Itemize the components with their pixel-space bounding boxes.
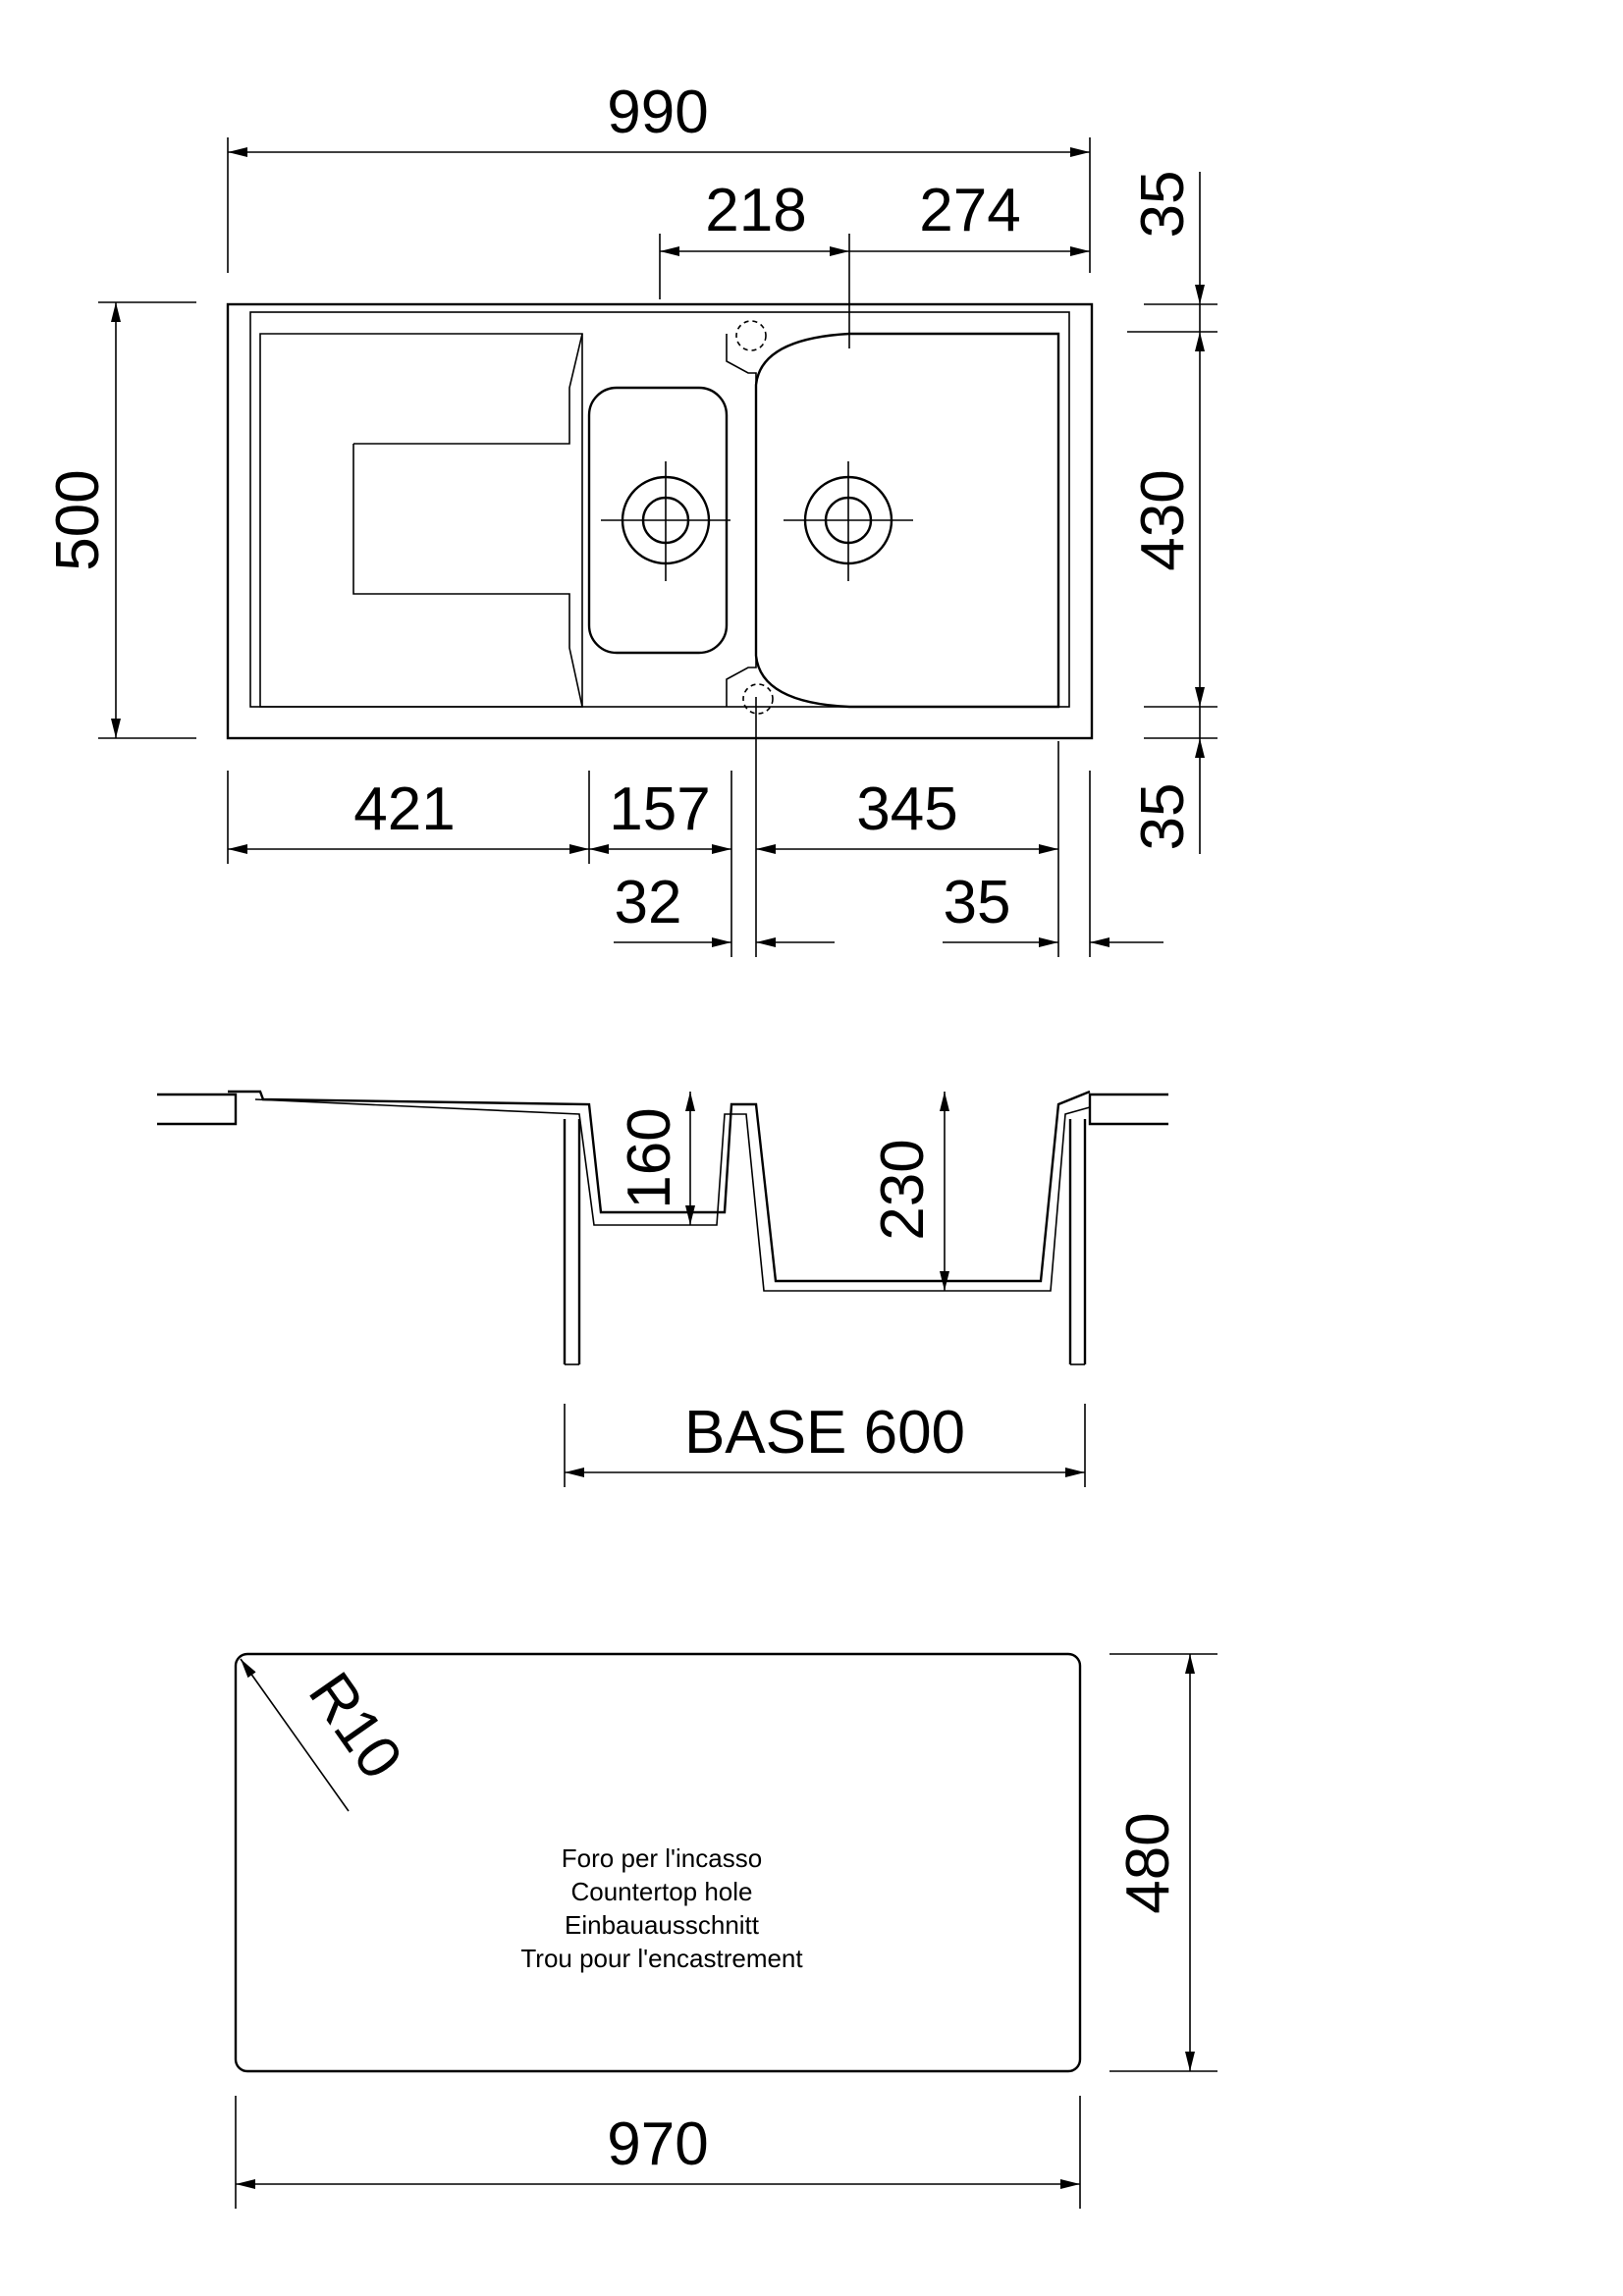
dim-right-bowl-offset: 274 <box>919 177 1021 244</box>
dim-cutout-width: 970 <box>607 2110 709 2178</box>
dim-large-bowl-depth: 230 <box>869 1139 937 1241</box>
tap-land <box>727 334 756 707</box>
note-line-2: Countertop hole <box>570 1877 753 1906</box>
note-line-4: Trou pour l'encastrement <box>520 1944 803 1973</box>
tap-hole-top <box>736 321 766 350</box>
section-view <box>157 1092 1168 1487</box>
dim-overall-width: 990 <box>607 79 709 146</box>
drainer-groove <box>353 334 582 707</box>
dim-drainer-width: 421 <box>353 775 456 843</box>
dim-cutout-depth: 480 <box>1114 1812 1182 1914</box>
dim-top-margin: 35 <box>1129 170 1197 239</box>
sink-outline <box>228 304 1092 738</box>
note-line-1: Foro per l'incasso <box>561 1843 763 1873</box>
cutout-view <box>236 1654 1217 2209</box>
dim-divider-gap: 32 <box>614 869 682 936</box>
dim-overall-depth: 500 <box>44 469 112 571</box>
dim-corner-radius: R10 <box>295 1660 415 1791</box>
top-view <box>44 79 1217 957</box>
dim-bottom-margin: 35 <box>1129 782 1197 851</box>
countertop-right <box>1090 1095 1168 1124</box>
dim-tap-offset: 218 <box>705 177 807 244</box>
sink-inner-outline <box>250 312 1069 707</box>
dim-right-edge: 35 <box>943 869 1011 936</box>
large-bowl-drain-cross <box>784 461 913 581</box>
tap-hole-bottom <box>743 684 773 714</box>
countertop-left <box>157 1095 236 1124</box>
dim-large-bowl-width: 345 <box>856 775 958 843</box>
small-bowl-drain-cross <box>601 461 730 581</box>
drainer-outline <box>260 334 582 707</box>
dim-small-bowl-depth: 160 <box>616 1107 683 1209</box>
base-label: BASE 600 <box>683 1399 966 1467</box>
dim-inner-depth: 430 <box>1129 469 1197 571</box>
note-line-3: Einbauausschnitt <box>564 1910 760 1940</box>
dim-small-bowl-width: 157 <box>609 775 711 843</box>
